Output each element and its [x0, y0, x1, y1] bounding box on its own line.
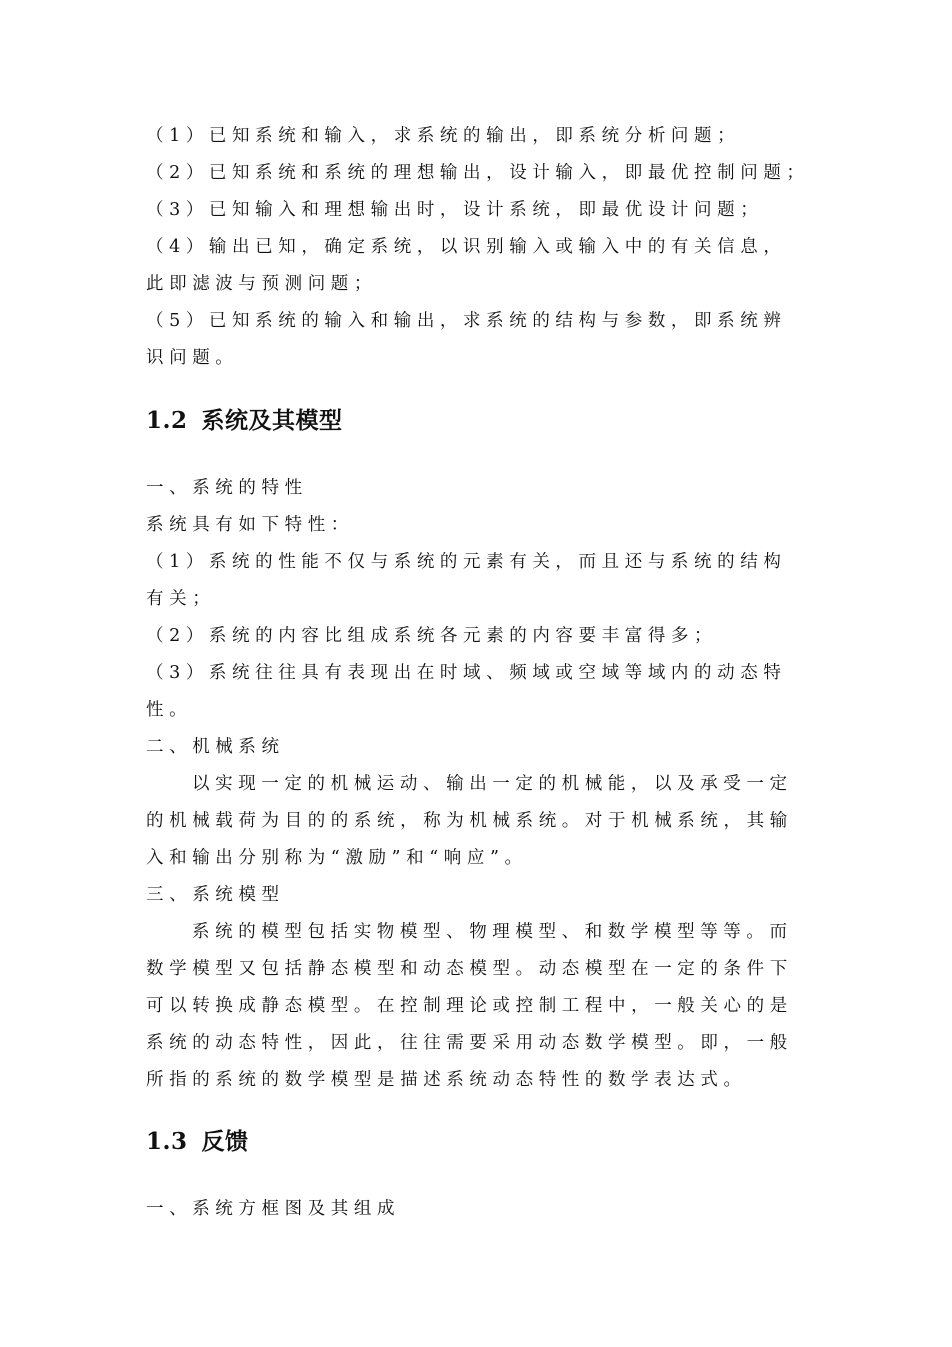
paragraph-line: 所指的系统的数学模型是描述系统动态特性的数学表达式。 [146, 1070, 747, 1090]
list-item-3: （3）已知输入和理想输出时，设计系统，即最优设计问题； [146, 200, 764, 220]
list-item-2: （2）已知系统和系统的理想输出，设计输入，即最优控制问题； [146, 163, 810, 183]
list-item-1: （1）系统的性能不仅与系统的元素有关，而且还与系统的结构 [146, 552, 787, 572]
list-item-5: （5）已知系统的输入和输出，求系统的结构与参数，即系统辨 [146, 311, 787, 331]
section-title: 反馈 [201, 1128, 249, 1155]
section-number: 1.2 [146, 407, 188, 434]
subheading-system-characteristics: 一、系统的特性 [146, 478, 308, 498]
list-item-5-cont: 识问题。 [146, 348, 239, 368]
intro-list [146, 118, 810, 377]
subheading-system-model: 三、系统模型 [146, 885, 285, 905]
paragraph-line: 系统的动态特性，因此，往往需要采用动态数学模型。即，一般 [146, 1033, 793, 1053]
page-content [146, 118, 810, 1228]
paragraph-line: 可以转换成静态模型。在控制理论或控制工程中，一般关心的是 [146, 996, 793, 1016]
list-item-4: （4）输出已知，确定系统，以识别输入或输入中的有关信息， [146, 237, 787, 257]
list-item-4-cont: 此即滤波与预测问题； [146, 274, 377, 294]
section-1-2-body [146, 470, 806, 1099]
section-heading-1-3 [146, 1127, 806, 1157]
paragraph-line: 系统的模型包括实物模型、物理模型、和数学模型等等。而 [192, 922, 793, 942]
subheading-block-diagram: 一、系统方框图及其组成 [146, 1199, 401, 1219]
section-heading-1-2 [146, 406, 806, 436]
paragraph-line: 系统具有如下特性： [146, 515, 354, 535]
subheading-mechanical-system: 二、机械系统 [146, 737, 285, 757]
paragraph-line: 以实现一定的机械运动、输出一定的机械能，以及承受一定 [192, 774, 793, 794]
paragraph-line: 数学模型又包括静态模型和动态模型。动态模型在一定的条件下 [146, 959, 793, 979]
section-title: 系统及其模型 [201, 407, 343, 434]
list-item-2: （2）系统的内容比组成系统各元素的内容要丰富得多； [146, 626, 718, 646]
list-item-1-cont: 有关； [146, 589, 216, 609]
section-1-3-body [146, 1191, 806, 1228]
list-item-3: （3）系统往往具有表现出在时域、频域或空域等域内的动态特 [146, 663, 787, 683]
paragraph-line: 入和输出分别称为“激励”和“响应”。 [146, 848, 528, 868]
list-item-1: （1）已知系统和输入，求系统的输出，即系统分析问题； [146, 126, 741, 146]
paragraph-line: 的机械载荷为目的的系统，称为机械系统。对于机械系统，其输 [146, 811, 793, 831]
list-item-3-cont: 性。 [146, 700, 193, 720]
section-number: 1.3 [146, 1128, 188, 1155]
